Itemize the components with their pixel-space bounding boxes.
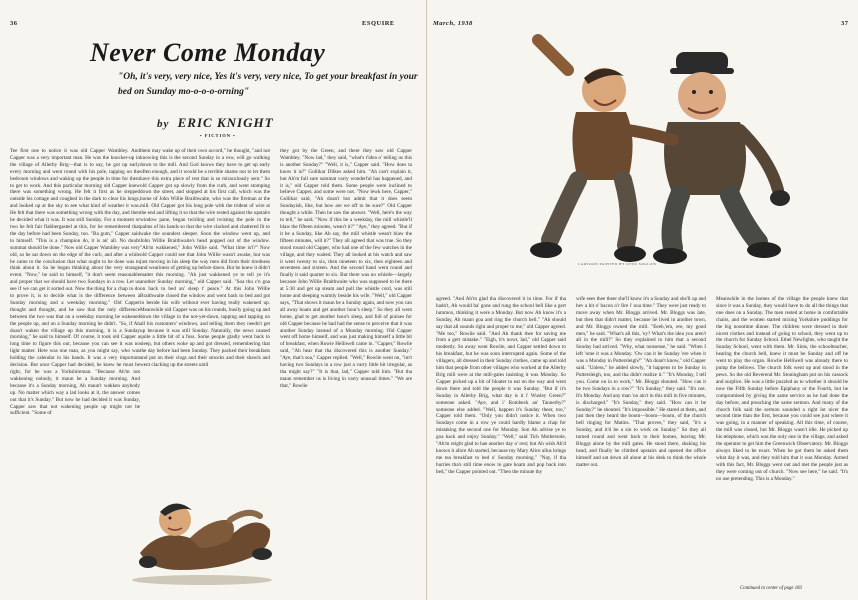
magazine-name: ESQUIRE (362, 20, 395, 27)
column-2-text: them may wake up of their own accord," he thought, "and not knowing this is the second Sunday in a row, will go walking down to the mill. And God knows they have to get up early often enough, and it would be a terrible shame not to let them have this extra piece of rest that is so miraculously sent." So old Capper got up slowly from the curb, and went stomping down the street, and stopped at his first call, which was the home of John Willie Braithwaite, who was the fireman at the mill. Old Capper got his long pole with the trident of wire at the end and lifting it so that the wire rested against the upstairs window pane, began twirling and twisting the pole in the palms of his hands so that the wire clacked and chattered fit to wake the soundest sleeper. Soon the window went up, and John Willie Braithwaite's head popped out of the window. "Ah'm wakkened," John Willie said. "What time is't?" Now old Capper could see that John Willie wasn't awake, but was just moving in his sleep the way men did from their tiredness and weariness of getting up before dawn. But he knew it didn't matter this morning. "Ah just wakkened ye to tell ye it's another Sunday morning," old Capper said. "Soa thu c'n goa on back to bed an' sleep t' peace." At this John Willie Braithwaite closed the window and went back to bed and got in beside his wife without ever having really wakened up. Meanwhile old Capper was on his rounds, busily going up and down the village in the not-yet-dawn, tapping and tapping on all his customers' windows, and telling them they needn't get up because it was still Sunday. Naturally, the news caused quite a little bit of a fuss. Some people gladly went back to sleep, but others woke up and got dressed, remembering that the day before had been Sunday. They packed their breakfasts and put on their clogs and their smocks and their shawls and went clacking up the streets until (140, 148, 270, 369)
text-column-3 (280, 148, 412, 588)
column-5-text: wife sees thee theer she'll know it's a Sunday and she'll up and hev a bit o' bacon o'r fire i' noa time." They were just ready to move away when Mr. Bloggs arrived. Mr. Bloggs was late, but then that didn't matter, because he lived in another town, and Mr. Bloggs owned the mill. "Eeeh,'em, ere, my good men," he said. "What's all this, 'ey? What's the idea you aren't all in the mill?" So they explained to him that a second Sunday had arrived. "Why, what nonsense," he said. "When I left 'ome it was a Monday. 'Ow can it be Sunday 'ere when it was a Monday in Puttersleigh?" "Ah doan't know," old Capper said. "Unless," he added slowly, "it happens to be Sunday in Puttersleigh, too, and tha didn't realize it." "It's Monday, I tell you. Come on in to work," Mr. Bloggs shouted. "How can it be two Sundays in a row?" "It's Sunday," they said. "It's not. It's Monday. And any man 'oo ain't in this mill in five minutes, is discharged." "It's Sunday," they said. "How can it be Sunday?" he shouted. "It's impossible." He stared at them, and just then they heard the boom—boom—boom, of the church bell ringing for Matins. "That proves," they said, "it's a Sunday, and it'd be a sin to work on Sunday." So they all turned round and went back to their homes, leaving Mr. Bloggs alone by the mill gates. He stood there, shaking his head, and finally he climbed upstairs and opened the office himself and sat down all alone at his desk to think the whole matter out. (576, 296, 706, 468)
byline-by: by (157, 118, 170, 130)
issue-date: March, 1938 (433, 20, 473, 27)
reclining-man-illustration (120, 458, 285, 588)
continued-note: Continued in center of page 183 (740, 586, 802, 591)
page-number-right: 37 (841, 20, 849, 27)
author-name: ERIC KNIGHT (177, 115, 274, 130)
column-1-text: Tee first one to notice it was old Capper Wambley. And Capper was a very important man. He was the knocker-up in the village of Allerby Brig—that is to say, he got up early every morning and went round with his pole, tapping on the bedroom windows and waking up the people in time for them to get to work. And this particular morning old Capper knew there was something wrong. He felt it first as he stepped outside his cottage and coughed in the dark to clear his lungs, and looked up at the sky to see what kind of weather it was. He felt that there was something wrong with the day, and then he decided what it was. It was still Sunday. For a moment or two he felt fair flabbergasted at this, for he remembered that the day before had been Sunday, too. "Ba gum," Capper said to himself. "This is a champion do, it is an' all. No doubt summat should be done." Now old Capper Wambley was very old, so he sat down on the edge of the curb, and after a while he came to the conclusion that what ought to be done was to think about it. So he began thinking about the very strange event. "Now," he said to himself, "it don't seem reasonable and proper that we should have two Sundays in a row. Let us see if we can get it sorted out. Now the thing for a chap to do to prove it, is to decide what is the difference between a Sunday morning and a weekday morning." Old Capper thought and thought, and he saw that the only difference between the two was that on a weekday morning he wakened the people up, and on a Sunday morning he didn't. "So, if Ah doan't waken the village up this morning, it is a Sunday morning," he said to himself. Of course, it took old Capper a long time to figure this out, because you can see it was no light matter. Here was one man, as you might say, who was holding the calendar in his hands. It was a very important decision. But once Capper had decided, he knew he must be right, for he was a Yorkshireman. "Because Ah'm not wakkening nobody, it maun be a Sunday morning. And because it's a Sunday morning, Ah maun't wakken anybody up. No matter which way a lad looks at it, the answer comes out that it's Sunday." But now he had decided it was Sunday, Capper saw that not wakening people up might not be sufficient. "Some of (10, 148, 140, 417)
illustration-credit: CARTOON PAINTED BY OTTO SOGLOW (578, 262, 657, 266)
page-number-left: 36 (10, 20, 18, 27)
story-deck: "Oh, it's very, very nice, Yes it's very, very nice, To get your breakfast in your bed on Sunday mo-o-o-o-orning" (118, 72, 418, 97)
two-men-arm-in-arm-illustration (508, 30, 808, 270)
text-column-1 (10, 148, 140, 448)
column-6-text: Meanwhile in the homes of the village the people knew that since it was a Sunday, they would have to do all the things that one does on a Sunday. The men rested at home in comfortable chairs, and the women started mixing Yorkshire puddings for the big noontime dinner. The children were dressed in their nicest clothes and instead of going to school, they went up to the church for Sunday School. Ethel Newlights, who taught the Sunday School, went with them. Mr. Sims, the schoolteacher, hearing the church bell, knew it must be Sunday and off he went to play the organ. Rowlie Helliwell was already there to pump the bellows. The church folk went up and stood in the pews. So the old Reverend Mr. Stoningham put on his cassock and surplice. He was a little puzzled as to whether it should be now the Fifth Sunday before Epiphany or the Fourth, but he compromised by giving the same service as he had done the day before, and preaching the same sermon. And many of the church folk said the sermon sounded a right lot nicer the second time than the first, because you could see just where it was going, in a manner of speaking. All this time, of course, the mill was closed, but Mr. Bloggs wasn't idle. He picked up his telephone, which was the only one in the village, and asked the operator to get him the Greenwich Observatory. Mr. Bloggs always liked to be exact. When he got them he asked them what day it was, and they told him that it was Monday. Armed with this fact, Mr. Bloggs went out and met the people just as they were coming out of church. "Now see here," he said. "It's no use pretending. This is a Monday." (716, 296, 848, 482)
left-page (0, 0, 427, 600)
byline (157, 115, 274, 131)
text-column-5 (576, 296, 706, 586)
story-title: Never Come Monday (90, 38, 326, 67)
text-column-4 (436, 296, 566, 586)
fiction-label: • FICTION • (200, 133, 236, 138)
column-4-text: agreed. "And Ah'm glad tha discovered it in time. For if tha hadn't, Ah would ha' gone and rung the school bell like a gert lummox, thinking it were a Monday. But now Ah know it's a Sunday, Ah maun goa and ring the church bell." "Ah should say that all sounds right and proper to me," old Capper agreed. "Me too," Rowlie said. "And Ah thank thee for saving me from a gert mistake." "Eigh, it's nowt, lad," old Capper said modestly. So away went Rowlie, and Capper settled down to his breakfast, but he was soon interrupted again. Some of the villagers, all dressed in their Sunday clothes, came up and told him that people from other villages who worked at the Allerby Brig mill were at the mill-gates insisting it was Monday. So Capper picked up a bit of bloater to eat on the way and went down there and told the people it was Sunday. "But if it's Sunday in Allerby Brig, what day is it i' Wusley Green?" someone asked. "Aye, and i' Rombeck an' Tannerby?" someone else added. "Well, happen it's Sunday theer, too," Capper told them. "Only you didn't notice it. When two Sundays come in a row ye could hardly blame a chap for mistaking the second one for Monday. Son Ah advise ye to goa back and enjoy Sunday." "Well," said Tich Mothersole, "Ah'm reight glad to hae another day o' rest; but Ah wish Ah'd known it afore Ah started, because my Mary Alice allus brings me tea breakfast to bed o' Sunday morning." "Nay, if tha hurries tha's still time enow to gate hoam and pop back into bed," the Capper pointed out. "Then the minute thy (436, 296, 566, 475)
right-page (428, 0, 858, 600)
column-3-text: they got by the Green, and there they saw old Capper Wambley. "Now lad," they said, "what's t'idea o' telling us this is another Sunday?" "Well, it is," Capper said. "How does ta know it is?" Gollikar Dilkes asked him. "Ah can't explain it, but Ah'm full sure summat varry wonderful has happened, and it is," old Capper told them. Some people were inclined to believe Capper, and some were not. "Now lewk here, Capper," Gollikar said, "Ah doan't but admit that it does seem Sundayish, like, but how are we off to be sure?" Old Capper thought a while. Then he saw the answer. "Well, here's the way to tell," he said. "Now if this be a weekday, the mill whistle'll blaw the fifteen minutes, wean't it?" "Aye," they agreed. "But if it be a Sunday, like Ah say, the mill whistle wean't blaw the fifteen minutes, will it?" They all agreed that was true. So they stood round old Capper, who had one of the few watches in the village, and they waited. They all looked at his watch and saw it went twenty to six, then nineteen to six, then eighteen and seventeen and sixteen. And the second hand went round and finally it said quarter to six. But there was no whistle—largely because John Willie Braithwaite who was supposed to be there at 5:30 and get up steam and pull the whistle cord, was still home and sleeping warmly beside his wife. "Well," old Capper says, "That shows it maun be a Sunday again, and now you can all away hoam and get another hour's sleep." So they all went home, glad to get another hour's sleep, and full of praises for old Capper because he had had the sense to perceive that it was another Sunday instead of a Monday morning. Old Capper went off home himself, and was just making himself a little bit of breakfast, when Rowie Helliwell came in. "Capper," Rowlie said, "Ah hear that tha discovered this is another Sunday." "Aye, that's soa," Capper replied. "Well," Rowlie went on, "im't having two Sundays in a row just a varry little bit irregular, as tha might say?" "It is that, lad," Capper told him. "But tha maun remember us is living in varry unusual times." "We are that," Rowlie (280, 148, 412, 389)
text-column-6 (716, 296, 848, 574)
